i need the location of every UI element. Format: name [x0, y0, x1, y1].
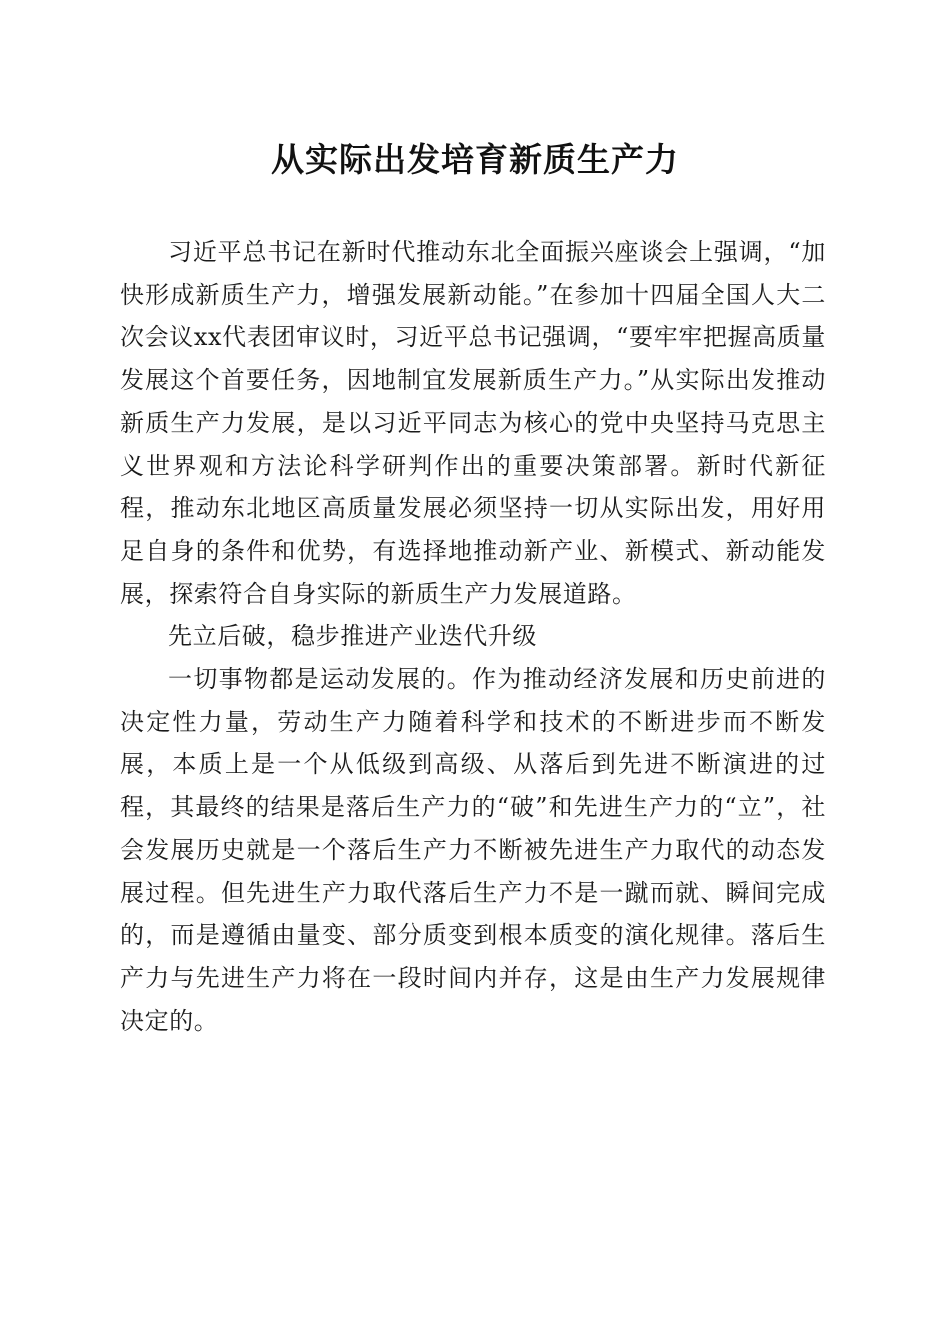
paragraph-intro: 习近平总书记在新时代推动东北全面振兴座谈会上强调，“加快形成新质生产力，增强发展新动能。”在参加十四届全国人大二次会议xx代表团审议时，习近平总书记强调，“要牢牢把握高质量发展这个首要任务，因地制宜发展新质生产力。”从实际出发推动新质生产力发展，是以习近平同志为核心的党中央坚持马克思主义世界观和方法论科学研判作出的重要决策部署。新时代新征程，推动东北地区高质量发展必须坚持一切从实际出发，用好用足自身的条件和优势，有选择地推动新产业、新模式、新动能发展，探索符合自身实际的新质生产力发展道路。 — [120, 238, 826, 608]
document-title: 从实际出发培育新质生产力 — [271, 140, 679, 179]
paragraph-section-1: 一切事物都是运动发展的。作为推动经济发展和历史前进的决定性力量，劳动生产力随着科学和技术的不断进步而不断发展，本质上是一个从低级到高级、从落后到先进不断演进的过程，其最终的结果是落后生产力的“破”和先进生产力的“立”，社会发展历史就是一个落后生产力不断被先进生产力取代的动态发展过程。但先进生产力取代落后生产力不是一蹴而就、瞬间完成的，而是遵循由量变、部分质变到根本质变的演化规律。落后生产力与先进生产力将在一段时间内并存，这是由生产力发展规律决定的。 — [120, 665, 826, 1035]
document-body — [120, 231, 826, 1042]
section-heading: 先立后破，稳步推进产业迭代升级 — [168, 622, 537, 651]
